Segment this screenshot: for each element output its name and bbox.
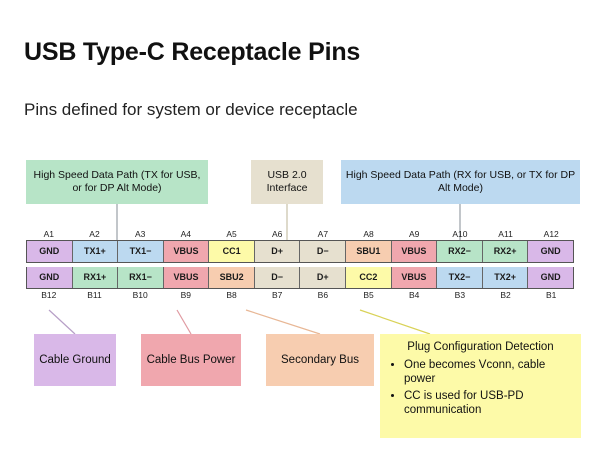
pin-cell-b: TX2− <box>437 267 483 288</box>
pin-label-bottom: B12 <box>41 290 57 300</box>
pin-cell-b: GND <box>528 267 573 288</box>
legend-bullet: • One becomes Vconn, cable power <box>404 358 573 387</box>
pin-cell-a: SBU1 <box>346 241 392 262</box>
pin-cell-b: RX1− <box>118 267 164 288</box>
pin-cell-a: CC1 <box>209 241 255 262</box>
pin-label-top: A2 <box>89 229 100 239</box>
pin-label-top: A4 <box>180 229 192 239</box>
pin-cell-b: GND <box>27 267 73 288</box>
page-subtitle: Pins defined for system or device receptacle <box>24 100 358 119</box>
pin-label-bottom: B2 <box>500 290 511 300</box>
pin-cell-b: CC2 <box>346 267 392 288</box>
pin-cell-a: VBUS <box>164 241 210 262</box>
pin-label-top: A1 <box>43 229 55 239</box>
banner-tx-path: High Speed Data Path (TX for USB, or for DP Alt Mode) <box>26 160 208 204</box>
legend-plug-configuration <box>380 334 581 438</box>
pin-label-bottom: B4 <box>409 290 420 300</box>
banner-usb2-interface: USB 2.0 Interface <box>251 160 323 204</box>
banner-rx-path: High Speed Data Path (RX for USB, or TX for DP Alt Mode) <box>341 160 580 204</box>
pin-cell-b: D− <box>255 267 301 288</box>
pin-cell-b: RX1+ <box>73 267 119 288</box>
pin-table <box>26 228 574 301</box>
pin-cell-a: TX1− <box>118 241 164 262</box>
legend-plug-config-bullets <box>388 358 573 418</box>
pin-label-bottom: B6 <box>317 290 329 300</box>
pin-label-bottom: B1 <box>546 290 557 300</box>
bottom-pin-labels <box>26 289 574 301</box>
pin-label-top: A9 <box>409 229 420 239</box>
pin-cell-a: TX1+ <box>73 241 119 262</box>
pin-cell-b: VBUS <box>392 267 438 288</box>
pin-label-top: A12 <box>543 229 559 239</box>
legend-plug-config-header: Plug Configuration Detection <box>407 341 554 353</box>
pin-cell-a: RX2+ <box>483 241 529 262</box>
pin-label-top: A3 <box>134 229 146 239</box>
pin-row-a <box>26 240 574 263</box>
pin-cell-a: VBUS <box>392 241 438 262</box>
page-title: USB Type-C Receptacle Pins <box>24 38 361 66</box>
pin-label-bottom: B9 <box>180 290 192 300</box>
pin-label-top: A8 <box>363 229 374 239</box>
pin-row-b <box>26 267 574 289</box>
legend-secondary-bus: Secondary Bus <box>266 334 374 386</box>
pin-label-top: A7 <box>317 229 329 239</box>
pin-cell-b: SBU2 <box>209 267 255 288</box>
legend-cable-ground: Cable Ground <box>34 334 116 386</box>
pin-cell-a: D− <box>300 241 346 262</box>
pin-cell-a: RX2− <box>437 241 483 262</box>
pin-label-top: A11 <box>498 229 513 239</box>
pin-cell-b: TX2+ <box>483 267 529 288</box>
pin-label-top: A5 <box>226 229 237 239</box>
pin-label-bottom: B7 <box>271 290 283 300</box>
legend-bullet: • CC is used for USB-PD communication <box>404 389 573 418</box>
legend-cable-bus-power: Cable Bus Power <box>141 334 241 386</box>
pin-label-top: A6 <box>271 229 283 239</box>
pin-cell-b: D+ <box>300 267 346 288</box>
pin-cell-b: VBUS <box>164 267 210 288</box>
pin-cell-a: D+ <box>255 241 301 262</box>
pin-label-bottom: B3 <box>454 290 466 300</box>
pin-cell-a: GND <box>528 241 573 262</box>
pin-label-bottom: B8 <box>226 290 237 300</box>
pin-label-bottom: B10 <box>132 290 148 300</box>
pin-label-top: A10 <box>452 229 468 239</box>
top-pin-labels <box>26 228 574 240</box>
pin-cell-a: GND <box>27 241 73 262</box>
pin-label-bottom: B5 <box>363 290 374 300</box>
pin-label-bottom: B11 <box>87 290 102 300</box>
